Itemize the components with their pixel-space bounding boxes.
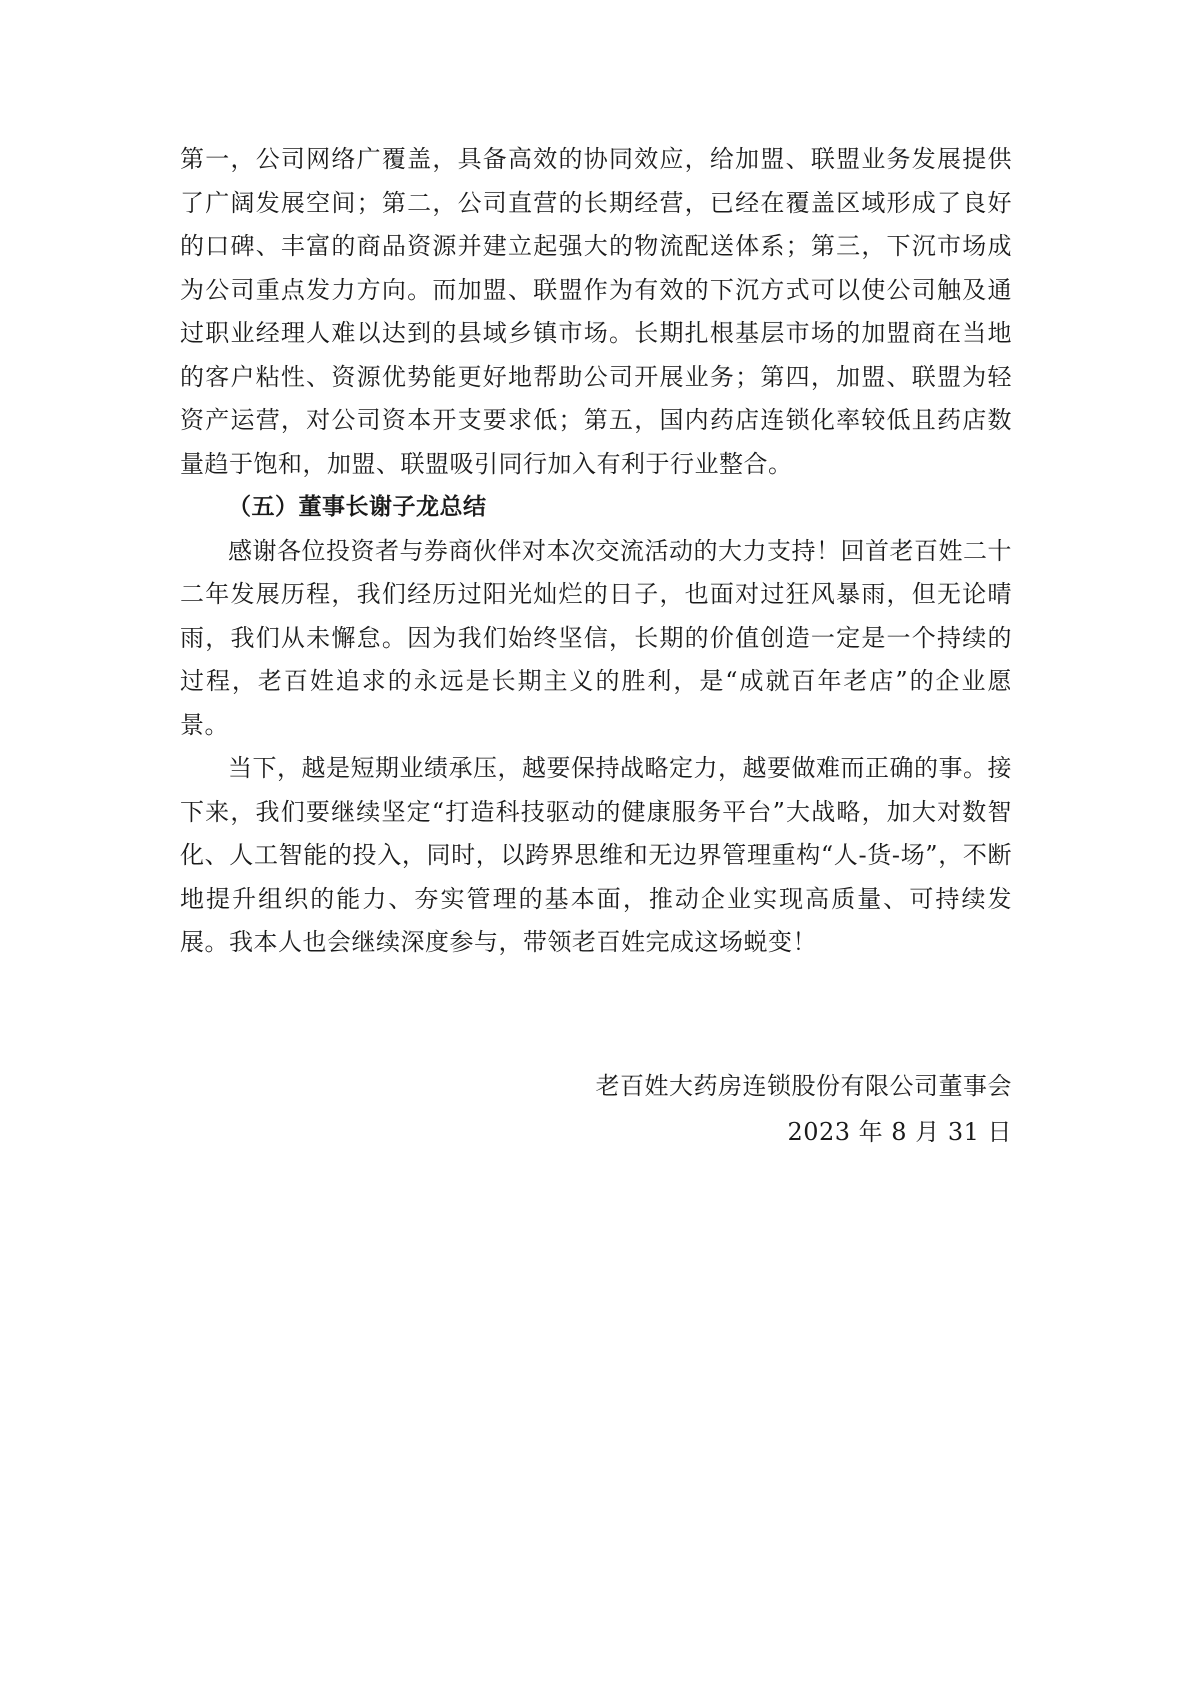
signature-block bbox=[596, 1063, 1013, 1155]
signature-organization: 老百姓大药房连锁股份有限公司董事会 bbox=[595, 1072, 1012, 1100]
signature-date: 2023 年 8 月 31 日 bbox=[787, 1118, 1012, 1146]
section-heading: （五）董事长谢子龙总结 bbox=[228, 494, 487, 520]
paragraph-franchise-advantages: 第一，公司网络广覆盖，具备高效的协同效应，给加盟、联盟业务发展提供了广阔发展空间；第二，公司直营的长期经营，已经在覆盖区域形成了良好的口碑、丰富的商品资源并建立起强大的物流配送体系；第三，下沉市场成为公司重点发力方向。而加盟、联盟作为有效的下沉方式可以使公司触及通过职业经理人难以达到的县域乡镇市场。长期扎根基层市场的加盟商在当地的客户粘性、资源优势能更好地帮助公司开展业务；第四，加盟、联盟为轻资产运营，对公司资本开支要求低；第五，国内药店连锁化率较低且药店数量趋于饱和，加盟、联盟吸引同行加入有利于行业整合。 bbox=[180, 145, 1012, 478]
document-body bbox=[180, 138, 1012, 965]
paragraph-chairman-thanks: 感谢各位投资者与券商伙伴对本次交流活动的大力支持！回首老百姓二十二年发展历程，我们经历过阳光灿烂的日子，也面对过狂风暴雨，但无论晴雨，我们从未懈怠。因为我们始终坚信，长期的价值创造一定是一个持续的过程，老百姓追求的永远是长期主义的胜利，是“成就百年老店”的企业愿景。 bbox=[180, 536, 1012, 739]
paragraph-chairman-strategy: 当下，越是短期业绩承压，越要保持战略定力，越要做难而正确的事。接下来，我们要继续坚定“打造科技驱动的健康服务平台”大战略，加大对数智化、人工智能的投入，同时，以跨界思维和无边界管理重构“人-货-场”，不断地提升组织的能力、夯实管理的基本面，推动企业实现高质量、可持续发展。我本人也会继续深度参与，带领老百姓完成这场蜕变！ bbox=[180, 754, 1012, 956]
